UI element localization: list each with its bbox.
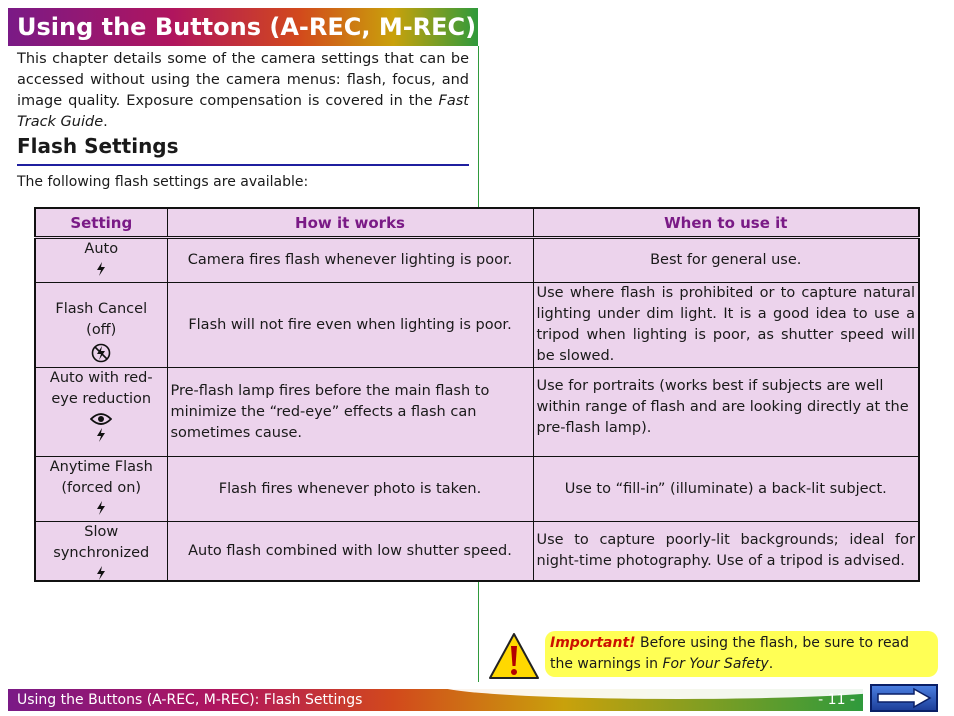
table-row [35, 238, 919, 283]
setting-label: Auto with red-eye reduction [49, 370, 153, 407]
how-cell: Flash fires whenever photo is taken. [167, 457, 533, 522]
flash-icon [39, 262, 164, 276]
flash-cancel-icon [39, 343, 164, 363]
setting-cell [35, 522, 167, 582]
for-your-safety-reference: For Your Safety [662, 656, 769, 672]
intro-end: . [103, 114, 108, 130]
header-how: How it works [167, 208, 533, 238]
footer-decoration [438, 689, 863, 699]
intro-text: This chapter details some of the camera settings that can be accessed without using the camera menus: flash, focus, and image quality. Exposure compensation is covered in the [17, 51, 469, 109]
setting-cell [35, 457, 167, 522]
footer-bar [8, 689, 863, 711]
flash-icon [39, 428, 164, 442]
header-setting: Setting [35, 208, 167, 238]
setting-label: Auto [84, 241, 119, 257]
next-page-button[interactable] [870, 684, 938, 712]
warning-icon [488, 632, 540, 684]
setting-label: Slow synchronized [53, 524, 150, 561]
table-row [35, 457, 919, 522]
setting-cell [35, 283, 167, 368]
section-title: Flash Settings [17, 134, 179, 158]
header-when: When to use it [533, 208, 919, 238]
table-header-row [35, 208, 919, 238]
fast-track-guide-reference: Fast Track Guide [17, 93, 469, 130]
setting-cell [35, 238, 167, 283]
setting-cell [35, 368, 167, 457]
table-row [35, 283, 919, 368]
note-end: . [768, 656, 774, 672]
how-cell: Flash will not fire even when lighting is poor. [167, 283, 533, 368]
when-cell: Use where flash is prohibited or to capture natural lighting under dim light. It is a good idea to use a tripod when lighting is poor, as shutter speed will be slowed. [533, 283, 919, 368]
when-cell: Use for portraits (works best if subjects are well within range of flash and are looking directly at the pre-flash lamp). [533, 368, 919, 457]
when-cell: Use to “fill-in” (illuminate) a back-lit subject. [533, 457, 919, 522]
important-note [545, 631, 938, 677]
section-rule [17, 164, 469, 166]
table-row [35, 522, 919, 582]
page-title: Using the Buttons (A-REC, M-REC) [8, 8, 478, 46]
setting-label: Flash Cancel (off) [55, 301, 148, 338]
page-number: - 11 - [818, 692, 855, 708]
table-row [35, 368, 919, 457]
when-cell: Use to capture poorly-lit backgrounds; ideal for night-time photography. Use of a tripod is advised. [533, 522, 919, 582]
flash-icon [39, 501, 164, 515]
how-cell: Auto flash combined with low shutter speed. [167, 522, 533, 582]
red-eye-icon [39, 412, 164, 426]
how-cell: Pre-flash lamp fires before the main flash to minimize the “red-eye” effects a flash can sometimes cause. [167, 368, 533, 457]
setting-label: Anytime Flash (forced on) [49, 459, 153, 496]
when-cell: Best for general use. [533, 238, 919, 283]
footer-label: Using the Buttons (A-REC, M-REC): Flash Settings [17, 692, 363, 708]
flash-settings-table [34, 207, 920, 582]
intro-paragraph [17, 49, 469, 133]
note-text: Before using the flash, be sure to read the warnings in [550, 635, 910, 672]
right-arrow-icon [872, 695, 936, 714]
flash-icon [39, 566, 164, 580]
how-cell: Camera fires flash whenever lighting is poor. [167, 238, 533, 283]
important-label: Important! [550, 635, 636, 651]
lead-text: The following flash settings are available: [17, 174, 309, 190]
